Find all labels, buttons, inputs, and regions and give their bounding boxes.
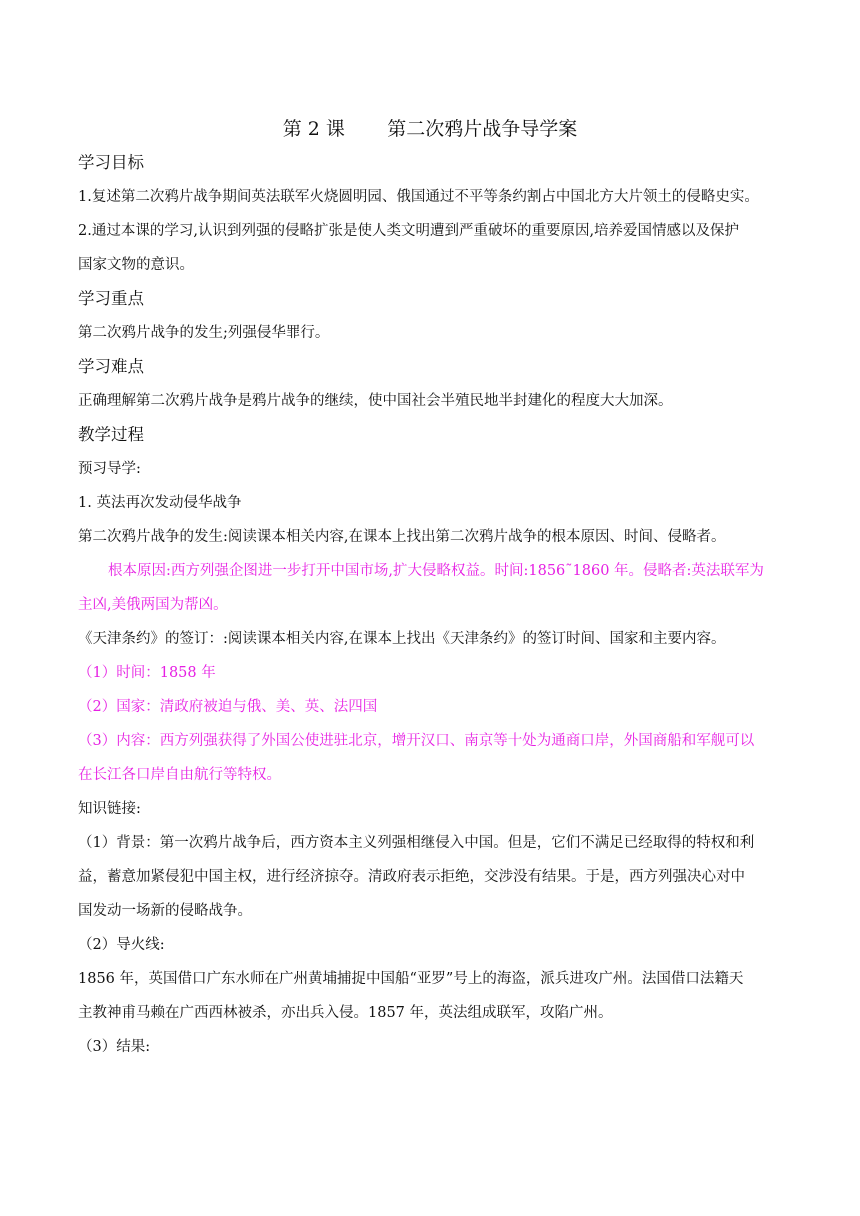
preview-label: 预习导学: [78,461,141,477]
treaty-question: 《天津条约》的签订：:阅读课本相关内容,在课本上找出《天津条约》的签订时间、国家和主要内容。 [78,631,726,647]
treaty-countries: （2）国家：清政府被迫与俄、美、英、法四国 [78,699,378,715]
treaty-time: （1）时间：1858 年 [78,665,216,681]
objective-2-line-2: 国家文物的意识。 [78,257,194,273]
fuse-text-line-1: 1856 年，英国借口广东水师在广州黄埔捕捉中国船“亚罗”号上的海盗，派兵进攻广州。法国借口法籍天 [78,971,744,987]
treaty-content-line-2: 在长江各口岸自由航行等特权。 [78,767,281,783]
background-line-2: 益，蓄意加紧侵犯中国主权，进行经济掠夺。清政府表示拒绝，交涉没有结果。于是，西方列强决心对中 [78,869,745,885]
heading-teaching-process: 教学过程 [78,425,144,444]
heading-difficult-points: 学习难点 [78,357,144,376]
objective-1: 1.复述第二次鸦片战争期间英法联军火烧圆明园、俄国通过不平等条约割占中国北方大片领土的侵略史实。 [78,189,759,205]
background-line-3: 国发动一场新的侵略战争。 [78,903,252,919]
result-label: （3）结果: [78,1039,151,1055]
war-occurrence-answer-line-2: 主凶,美俄两国为帮凶。 [78,597,228,613]
knowledge-link-label: 知识链接: [78,801,141,817]
objective-2-line-1: 2.通过本课的学习,认识到列强的侵略扩张是使人类文明遭到严重破坏的重要原因,培养爱国情感以及保护 [78,223,740,239]
war-occurrence-answer-line-1: 根本原因:西方列强企图进一步打开中国市场,扩大侵略权益。时间:1856˜1860 年。侵略者:英法联军为 [108,563,764,579]
fuse-text-line-2: 主教神甫马赖在广西西林被杀，亦出兵入侵。1857 年，英法组成联军，攻陷广州。 [78,1005,613,1021]
key-points-text: 第二次鸦片战争的发生;列强侵华罪行。 [78,325,330,341]
document-title: 第 2 课 第二次鸦片战争导学案 [282,118,578,140]
heading-learning-objectives: 学习目标 [78,153,144,172]
section-1-title: 1. 英法再次发动侵华战争 [78,495,242,511]
fuse-label: （2）导火线: [78,937,165,953]
heading-key-points: 学习重点 [78,289,144,308]
war-occurrence-question: 第二次鸦片战争的发生:阅读课本相关内容,在课本上找出第二次鸦片战争的根本原因、时间、侵略者。 [78,529,726,545]
difficult-points-text: 正确理解第二次鸦片战争是鸦片战争的继续，使中国社会半殖民地半封建化的程度大大加深。 [78,393,673,409]
treaty-content-line-1: （3）内容：西方列强获得了外国公使进驻北京，增开汉口、南京等十处为通商口岸，外国商船和军舰可以 [78,733,755,749]
background-line-1: （1）背景：第一次鸦片战争后，西方资本主义列强相继侵入中国。但是，它们不满足已经取得的特权和利 [78,835,755,851]
